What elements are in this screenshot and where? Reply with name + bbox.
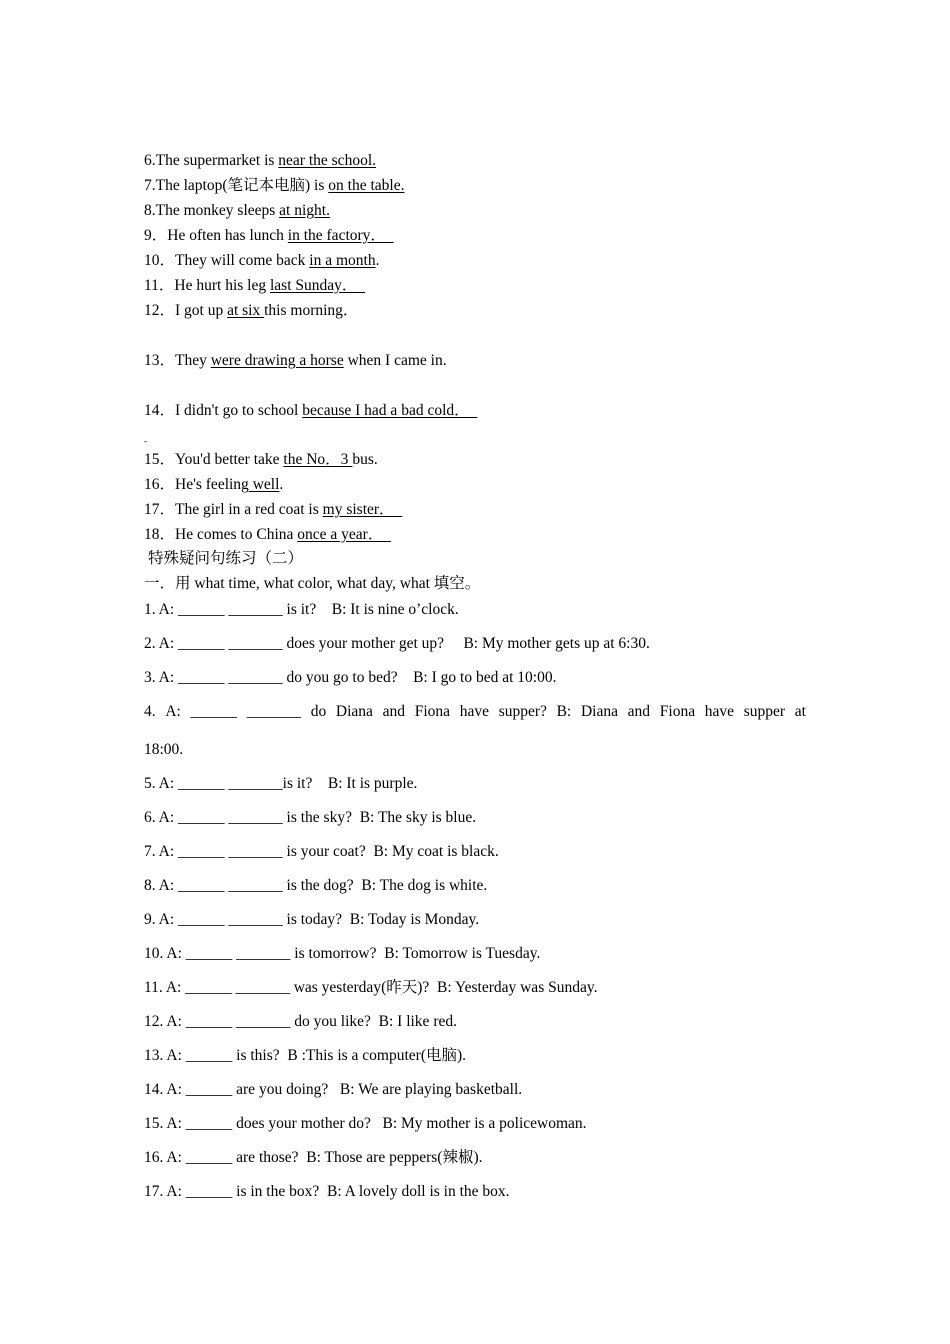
sentence-16: 16．He's feeling well. bbox=[144, 476, 284, 493]
question-4-word: do bbox=[310, 703, 327, 720]
instruction: 一．用 what time, what color, what day, what 填空。 bbox=[144, 575, 481, 592]
question-4-word: A: bbox=[165, 703, 181, 720]
sentence-15: 15．You'd better take the No．3 bus. bbox=[144, 451, 378, 468]
question-4-word: have bbox=[459, 703, 489, 720]
sentence-8: 8.The monkey sleeps at night. bbox=[144, 202, 330, 219]
question-4-word: 4. bbox=[144, 703, 156, 720]
question-4-word: Fiona bbox=[659, 703, 696, 720]
question-11: 11. A: ______ _______ was yesterday(昨天)? B: Yesterday was Sunday. bbox=[144, 979, 598, 996]
sentence-10: 10．They will come back in a month. bbox=[144, 252, 380, 269]
sentence-11: 11．He hurt his leg last Sunday． bbox=[144, 277, 366, 294]
question-4-word: Fiona bbox=[414, 703, 451, 720]
question-4-continued: 18:00. bbox=[144, 741, 184, 758]
question-8: 8. A: ______ _______ is the dog? B: The dog is white. bbox=[144, 877, 488, 894]
question-4-word: ______ bbox=[190, 703, 238, 720]
question-4-word: and bbox=[382, 703, 405, 720]
sentence-6: 6.The supermarket is near the school. bbox=[144, 152, 376, 169]
question-4-word: and bbox=[627, 703, 651, 720]
question-4-word: have bbox=[704, 703, 735, 720]
sentence-12: 12．I got up at six this morning． bbox=[144, 302, 359, 319]
sentence-13: 13．They were drawing a horse when I came in. bbox=[144, 352, 447, 369]
question-4-word: B: bbox=[556, 703, 572, 720]
question-16: 16. A: ______ are those? B: Those are peppers(辣椒). bbox=[144, 1149, 483, 1166]
question-13: 13. A: ______ is this? B :This is a computer(电脑). bbox=[144, 1047, 467, 1064]
question-4-word: at bbox=[794, 703, 806, 720]
question-15: 15. A: ______ does your mother do? B: My mother is a policewoman. bbox=[144, 1115, 587, 1132]
question-4-word: Diana bbox=[580, 703, 618, 720]
stray-mark: - bbox=[144, 436, 147, 446]
question-17: 17. A: ______ is in the box? B: A lovely doll is in the box. bbox=[144, 1183, 510, 1200]
question-12: 12. A: ______ _______ do you like? B: I like red. bbox=[144, 1013, 457, 1030]
sentence-7: 7.The laptop(笔记本电脑) is on the table. bbox=[144, 177, 405, 194]
question-4-word: supper bbox=[743, 703, 786, 720]
question-4 bbox=[144, 702, 806, 722]
question-1: 1. A: ______ _______ is it? B: It is nine o’clock. bbox=[144, 601, 459, 618]
section-title: 特殊疑问句练习（二） bbox=[148, 550, 304, 567]
question-4-word: _______ bbox=[246, 703, 301, 720]
sentence-9: 9．He often has lunch in the factory． bbox=[144, 227, 394, 244]
question-4-word: supper? bbox=[498, 703, 547, 720]
sentence-17: 17．The girl in a red coat is my sister． bbox=[144, 501, 403, 518]
question-14: 14. A: ______ are you doing? B: We are playing basketball. bbox=[144, 1081, 523, 1098]
question-3: 3. A: ______ _______ do you go to bed? B: I go to bed at 10:00. bbox=[144, 669, 557, 686]
question-6: 6. A: ______ _______ is the sky? B: The sky is blue. bbox=[144, 809, 477, 826]
question-7: 7. A: ______ _______ is your coat? B: My coat is black. bbox=[144, 843, 499, 860]
question-10: 10. A: ______ _______ is tomorrow? B: Tomorrow is Tuesday. bbox=[144, 945, 541, 962]
question-9: 9. A: ______ _______ is today? B: Today is Monday. bbox=[144, 911, 480, 928]
question-2: 2. A: ______ _______ does your mother get up? B: My mother gets up at 6:30. bbox=[144, 635, 650, 652]
question-4-word: Diana bbox=[335, 703, 373, 720]
question-5: 5. A: ______ _______is it? B: It is purple. bbox=[144, 775, 418, 792]
sentence-18: 18．He comes to China once a year． bbox=[144, 526, 392, 543]
sentence-14: 14．I didn't go to school because I had a bad cold． bbox=[144, 402, 478, 419]
